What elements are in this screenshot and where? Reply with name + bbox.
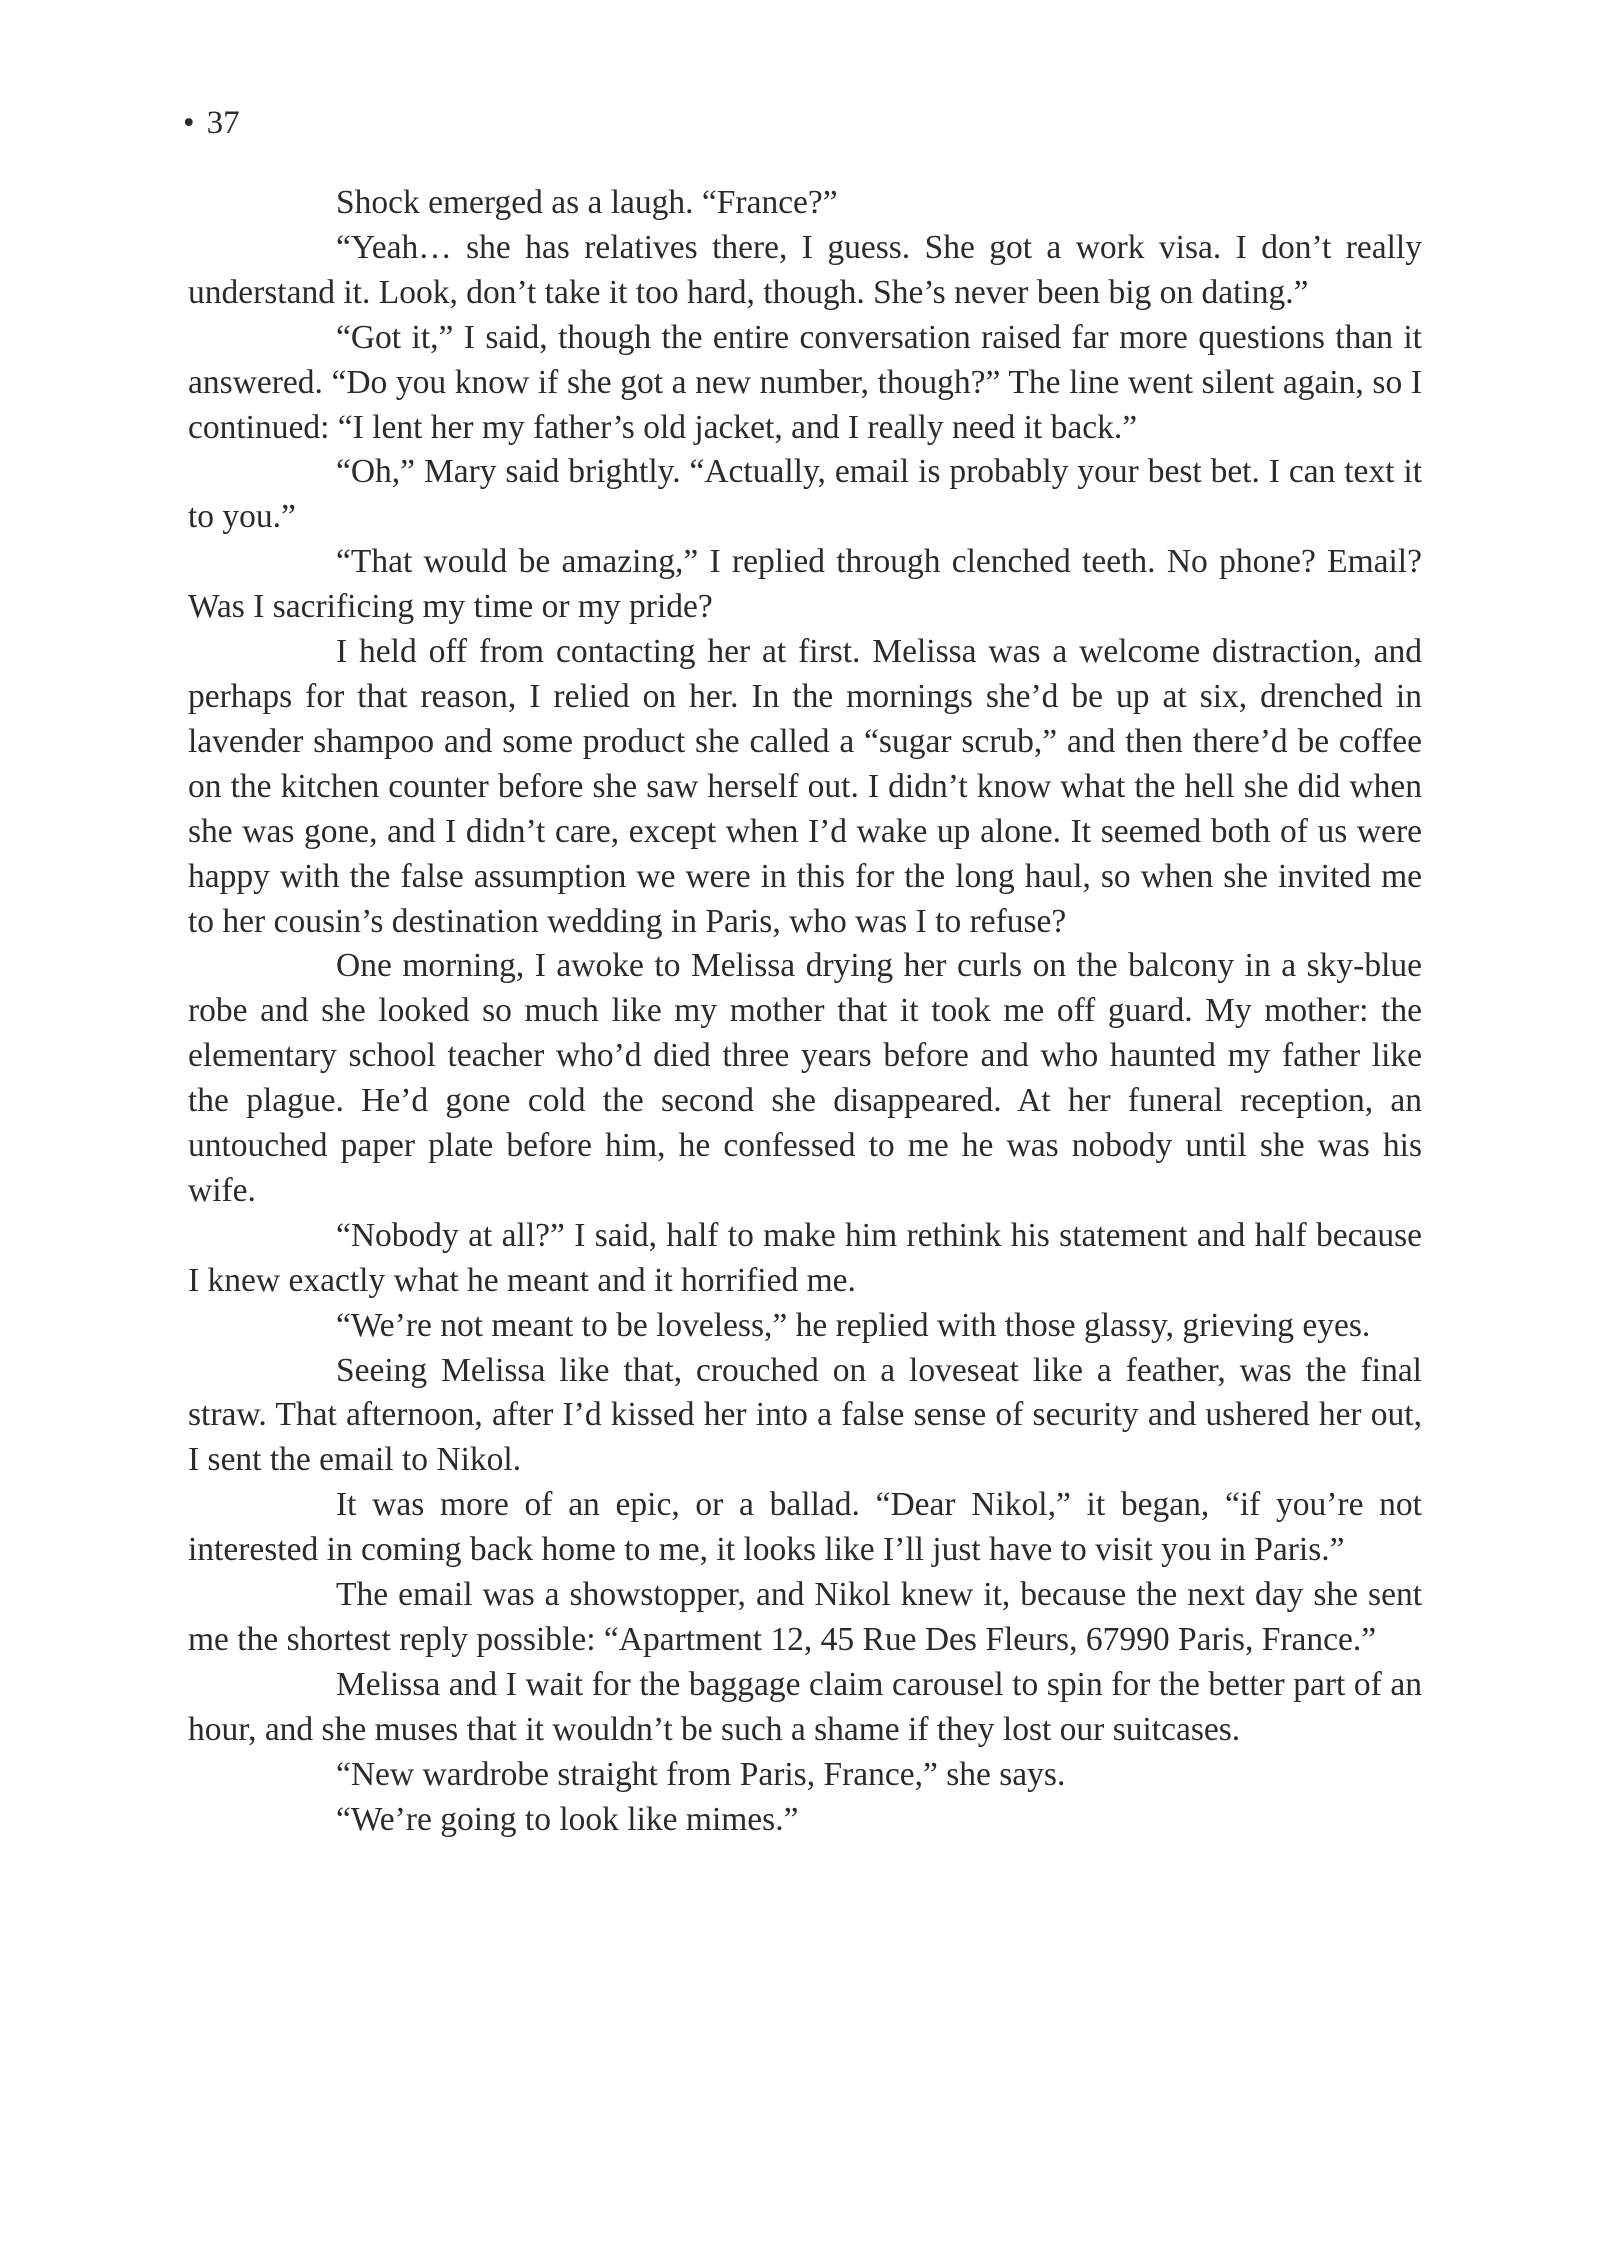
paragraph: I held off from contacting her at first. Melissa was a welcome distraction, and perhaps for that reason, I relied on her. In the mornings she’d be up at six, drenched in lavender shampoo and some product she called a “sugar scrub,” and then there’d be coffee on the kitchen counter before she saw herself out. I didn’t know what the hell she did when she was gone, and I didn’t care, except when I’d wake up alone. It seemed both of us were happy with the false assumption we were in this for the long haul, so when she invited me to her cousin’s destination wedding in Paris, who was I to refuse? — [188, 633, 1422, 940]
paragraph: “We’re not meant to be loveless,” he replied with those glassy, grieving eyes. — [336, 1306, 1371, 1344]
paragraph: “That would be amazing,” I replied through clenched teeth. No phone? Email? Was I sacrificing my time or my pride? — [188, 543, 1422, 626]
paragraph: “Nobody at all?” I said, half to make him rethink his statement and half because I knew exactly what he meant and it horrified me. — [188, 1216, 1422, 1299]
paragraph: “Got it,” I said, though the entire conversation raised far more questions than it answered. “Do you know if she got a new number, though?” The line went silent again, so I continued: “I lent her my father’s old jacket, and I really need it back.” — [188, 318, 1422, 446]
paragraph: One morning, I awoke to Melissa drying her curls on the balcony in a sky-blue robe and she looked so much like my mother that it took me off guard. My mother: the elementary school teacher who’d died three years before and who haunted my father like the plague. He’d gone cold the second she disappeared. At her funeral reception, an untouched paper plate before him, he confessed to me he was nobody until she was his wife. — [188, 947, 1422, 1209]
paragraph: “Oh,” Mary said brightly. “Actually, email is probably your best bet. I can text it to you.” — [188, 453, 1422, 536]
paragraph: Shock emerged as a laugh. “France?” — [336, 184, 838, 221]
paragraph: The email was a showstopper, and Nikol knew it, because the next day she sent me the shortest reply possible: “Apartment 12, 45 Rue Des Fleurs, 67990 Paris, France.” — [188, 1576, 1422, 1658]
page-number — [183, 103, 240, 143]
body-text — [188, 181, 1422, 1843]
paragraph: “We’re going to look like mimes.” — [336, 1800, 799, 1838]
paragraph: Melissa and I wait for the baggage claim carousel to spin for the better part of an hour, and she muses that it wouldn’t be such a shame if they lost our suitcases. — [188, 1665, 1422, 1748]
paragraph: “New wardrobe straight from Paris, France,” she says. — [336, 1755, 1066, 1793]
paragraph: It was more of an epic, or a ballad. “Dear Nikol,” it began, “if you’re not interested in coming back home to me, it looks like I’ll just have to visit you in Paris.” — [188, 1486, 1422, 1569]
paragraph: Seeing Melissa like that, crouched on a loveseat like a feather, was the final straw. That afternoon, after I’d kissed her into a false sense of security and ushered her out, I sent the email to Nikol. — [188, 1351, 1422, 1479]
bullet-glyph: • — [183, 105, 195, 141]
page-number-value: 37 — [206, 105, 240, 141]
paragraph: “Yeah… she has relatives there, I guess. She got a work visa. I don’t really understand it. Look, don’t take it too hard, though. She’s never been big on dating.” — [188, 228, 1422, 311]
